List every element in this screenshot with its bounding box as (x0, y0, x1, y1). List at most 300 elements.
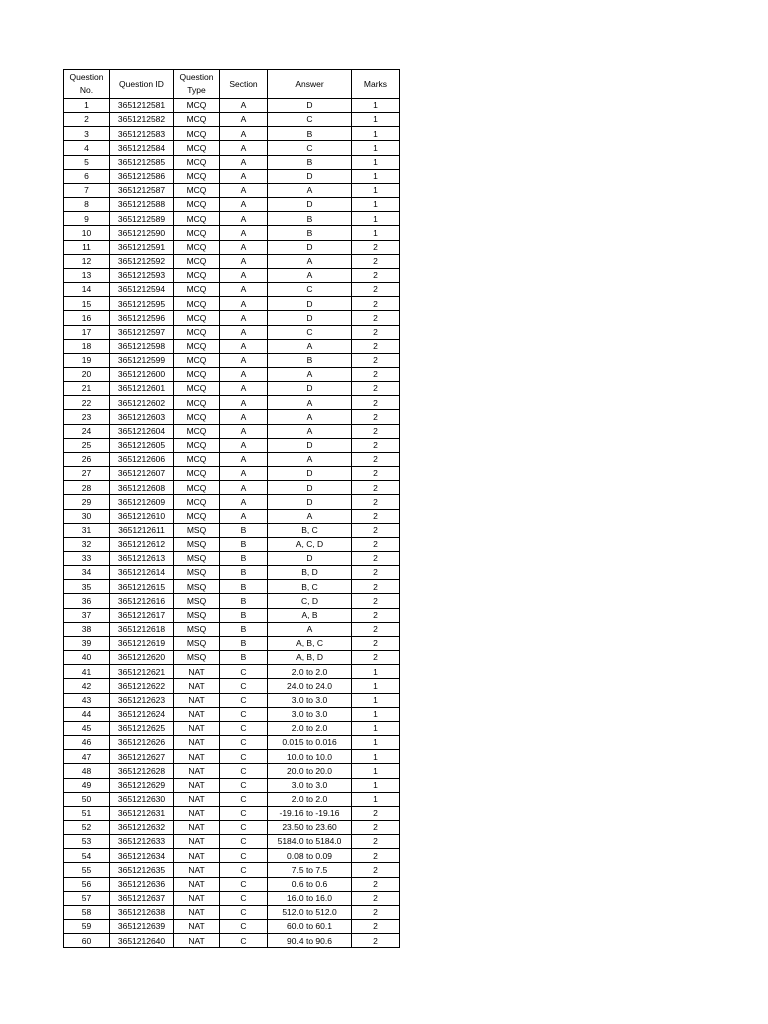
cell-question-type: NAT (174, 905, 220, 919)
cell-answer: B, D (268, 566, 352, 580)
cell-question-type: MCQ (174, 410, 220, 424)
cell-question-id: 3651212607 (110, 467, 174, 481)
cell-section: A (220, 297, 268, 311)
table-row (64, 665, 400, 679)
cell-question-no: 31 (64, 523, 110, 537)
cell-question-id: 3651212592 (110, 254, 174, 268)
cell-section: C (220, 934, 268, 948)
cell-marks: 1 (352, 183, 400, 197)
cell-answer: D (268, 99, 352, 113)
table-body (64, 99, 400, 948)
cell-section: A (220, 240, 268, 254)
cell-answer: D (268, 240, 352, 254)
cell-section: A (220, 113, 268, 127)
cell-question-type: MSQ (174, 594, 220, 608)
cell-question-type: MCQ (174, 283, 220, 297)
cell-question-type: MCQ (174, 254, 220, 268)
cell-answer: A (268, 410, 352, 424)
cell-question-type: MCQ (174, 353, 220, 367)
cell-question-type: MCQ (174, 212, 220, 226)
cell-question-type: NAT (174, 679, 220, 693)
cell-marks: 2 (352, 367, 400, 381)
cell-question-no: 28 (64, 481, 110, 495)
cell-section: A (220, 339, 268, 353)
cell-question-type: NAT (174, 736, 220, 750)
cell-question-no: 15 (64, 297, 110, 311)
cell-question-type: MCQ (174, 268, 220, 282)
cell-answer: 0.6 to 0.6 (268, 877, 352, 891)
cell-marks: 2 (352, 339, 400, 353)
table-row (64, 113, 400, 127)
cell-question-no: 22 (64, 396, 110, 410)
cell-question-id: 3651212608 (110, 481, 174, 495)
cell-question-id: 3651212601 (110, 382, 174, 396)
cell-question-type: NAT (174, 665, 220, 679)
cell-marks: 2 (352, 254, 400, 268)
cell-section: A (220, 268, 268, 282)
cell-section: C (220, 679, 268, 693)
cell-marks: 1 (352, 127, 400, 141)
table-row (64, 297, 400, 311)
header-question-type (174, 70, 220, 99)
cell-question-no: 2 (64, 113, 110, 127)
cell-question-type: MCQ (174, 226, 220, 240)
cell-section: B (220, 608, 268, 622)
cell-question-id: 3651212636 (110, 877, 174, 891)
cell-section: A (220, 353, 268, 367)
cell-question-type: NAT (174, 792, 220, 806)
cell-marks: 2 (352, 608, 400, 622)
cell-marks: 2 (352, 311, 400, 325)
cell-question-no: 60 (64, 934, 110, 948)
cell-section: C (220, 764, 268, 778)
table-row (64, 198, 400, 212)
cell-section: A (220, 169, 268, 183)
cell-question-no: 6 (64, 169, 110, 183)
table-row (64, 396, 400, 410)
table-row (64, 523, 400, 537)
table-row (64, 438, 400, 452)
cell-question-type: NAT (174, 849, 220, 863)
header-row (64, 70, 400, 99)
cell-question-no: 34 (64, 566, 110, 580)
cell-marks: 2 (352, 410, 400, 424)
cell-marks: 2 (352, 452, 400, 466)
cell-marks: 1 (352, 198, 400, 212)
cell-answer: A (268, 622, 352, 636)
cell-marks: 1 (352, 212, 400, 226)
cell-question-no: 27 (64, 467, 110, 481)
cell-marks: 2 (352, 566, 400, 580)
table-row (64, 240, 400, 254)
cell-answer: A (268, 254, 352, 268)
cell-question-type: MCQ (174, 297, 220, 311)
cell-question-type: NAT (174, 721, 220, 735)
cell-marks: 2 (352, 240, 400, 254)
cell-section: A (220, 367, 268, 381)
cell-section: B (220, 580, 268, 594)
table-row (64, 339, 400, 353)
cell-answer: 5184.0 to 5184.0 (268, 835, 352, 849)
cell-question-type: MCQ (174, 509, 220, 523)
table-row (64, 283, 400, 297)
cell-answer: A (268, 183, 352, 197)
cell-marks: 1 (352, 155, 400, 169)
cell-marks: 2 (352, 877, 400, 891)
cell-answer: A (268, 396, 352, 410)
cell-question-type: NAT (174, 778, 220, 792)
cell-section: C (220, 721, 268, 735)
cell-section: C (220, 863, 268, 877)
cell-answer: 3.0 to 3.0 (268, 778, 352, 792)
cell-question-type: NAT (174, 750, 220, 764)
cell-question-type: MCQ (174, 155, 220, 169)
cell-section: B (220, 651, 268, 665)
cell-answer: C (268, 113, 352, 127)
table-row (64, 778, 400, 792)
table-row (64, 707, 400, 721)
cell-answer: D (268, 438, 352, 452)
cell-question-type: NAT (174, 693, 220, 707)
cell-question-no: 53 (64, 835, 110, 849)
cell-question-id: 3651212604 (110, 424, 174, 438)
cell-section: C (220, 736, 268, 750)
cell-answer: 0.08 to 0.09 (268, 849, 352, 863)
cell-section: A (220, 410, 268, 424)
cell-answer: 10.0 to 10.0 (268, 750, 352, 764)
cell-question-id: 3651212625 (110, 721, 174, 735)
table-row (64, 424, 400, 438)
cell-question-type: NAT (174, 707, 220, 721)
table-row (64, 693, 400, 707)
cell-question-id: 3651212631 (110, 806, 174, 820)
cell-marks: 1 (352, 707, 400, 721)
cell-question-no: 36 (64, 594, 110, 608)
cell-question-id: 3651212595 (110, 297, 174, 311)
table-row (64, 920, 400, 934)
header-answer: Answer (268, 70, 352, 99)
cell-answer: B (268, 127, 352, 141)
table-row (64, 467, 400, 481)
cell-section: A (220, 509, 268, 523)
table-row (64, 452, 400, 466)
cell-question-id: 3651212585 (110, 155, 174, 169)
cell-question-type: MSQ (174, 580, 220, 594)
cell-question-no: 16 (64, 311, 110, 325)
cell-question-no: 1 (64, 99, 110, 113)
cell-question-type: MSQ (174, 552, 220, 566)
table-row (64, 835, 400, 849)
cell-question-type: MCQ (174, 325, 220, 339)
cell-question-type: MCQ (174, 127, 220, 141)
cell-question-id: 3651212590 (110, 226, 174, 240)
cell-question-no: 19 (64, 353, 110, 367)
cell-marks: 1 (352, 721, 400, 735)
cell-marks: 2 (352, 835, 400, 849)
cell-question-id: 3651212593 (110, 268, 174, 282)
table-row (64, 99, 400, 113)
cell-question-no: 26 (64, 452, 110, 466)
cell-section: A (220, 311, 268, 325)
answer-key-sheet (63, 69, 400, 948)
cell-question-type: NAT (174, 863, 220, 877)
cell-question-no: 41 (64, 665, 110, 679)
cell-marks: 1 (352, 665, 400, 679)
table-header (64, 70, 400, 99)
cell-question-no: 3 (64, 127, 110, 141)
cell-question-type: MCQ (174, 467, 220, 481)
cell-marks: 2 (352, 806, 400, 820)
cell-question-id: 3651212589 (110, 212, 174, 226)
table-row (64, 721, 400, 735)
cell-question-id: 3651212616 (110, 594, 174, 608)
table-row (64, 580, 400, 594)
cell-answer: 2.0 to 2.0 (268, 721, 352, 735)
cell-question-type: NAT (174, 806, 220, 820)
cell-section: B (220, 537, 268, 551)
cell-question-id: 3651212587 (110, 183, 174, 197)
header-marks: Marks (352, 70, 400, 99)
cell-section: A (220, 396, 268, 410)
cell-marks: 1 (352, 99, 400, 113)
cell-answer: D (268, 467, 352, 481)
cell-answer: A, C, D (268, 537, 352, 551)
cell-question-id: 3651212621 (110, 665, 174, 679)
table-row (64, 537, 400, 551)
cell-section: B (220, 636, 268, 650)
cell-question-no: 56 (64, 877, 110, 891)
cell-marks: 2 (352, 382, 400, 396)
cell-question-no: 50 (64, 792, 110, 806)
table-row (64, 891, 400, 905)
cell-question-no: 24 (64, 424, 110, 438)
cell-answer: C (268, 325, 352, 339)
cell-question-no: 23 (64, 410, 110, 424)
cell-question-type: MSQ (174, 622, 220, 636)
cell-question-id: 3651212581 (110, 99, 174, 113)
cell-question-id: 3651212588 (110, 198, 174, 212)
cell-question-no: 38 (64, 622, 110, 636)
cell-question-type: MCQ (174, 99, 220, 113)
cell-question-id: 3651212584 (110, 141, 174, 155)
header-section: Section (220, 70, 268, 99)
cell-question-id: 3651212611 (110, 523, 174, 537)
cell-answer: B (268, 226, 352, 240)
cell-question-id: 3651212583 (110, 127, 174, 141)
cell-question-no: 44 (64, 707, 110, 721)
cell-marks: 2 (352, 481, 400, 495)
header-question-type-line2: Type (187, 85, 206, 95)
cell-section: A (220, 452, 268, 466)
cell-question-id: 3651212615 (110, 580, 174, 594)
cell-question-type: MCQ (174, 396, 220, 410)
cell-answer: B (268, 212, 352, 226)
cell-question-type: NAT (174, 764, 220, 778)
cell-question-id: 3651212619 (110, 636, 174, 650)
cell-marks: 2 (352, 891, 400, 905)
cell-question-id: 3651212599 (110, 353, 174, 367)
cell-marks: 2 (352, 636, 400, 650)
cell-question-id: 3651212594 (110, 283, 174, 297)
cell-section: A (220, 99, 268, 113)
table-row (64, 905, 400, 919)
cell-question-id: 3651212638 (110, 905, 174, 919)
cell-question-no: 20 (64, 367, 110, 381)
cell-answer: A (268, 509, 352, 523)
cell-answer: A (268, 367, 352, 381)
cell-question-id: 3651212612 (110, 537, 174, 551)
cell-question-no: 10 (64, 226, 110, 240)
cell-question-id: 3651212582 (110, 113, 174, 127)
cell-question-type: MCQ (174, 339, 220, 353)
cell-question-no: 54 (64, 849, 110, 863)
cell-question-id: 3651212632 (110, 820, 174, 834)
cell-question-id: 3651212630 (110, 792, 174, 806)
cell-answer: A (268, 424, 352, 438)
cell-question-id: 3651212618 (110, 622, 174, 636)
cell-question-id: 3651212600 (110, 367, 174, 381)
cell-marks: 1 (352, 226, 400, 240)
cell-answer: 3.0 to 3.0 (268, 693, 352, 707)
cell-section: A (220, 481, 268, 495)
cell-question-id: 3651212586 (110, 169, 174, 183)
table-row (64, 410, 400, 424)
cell-question-no: 11 (64, 240, 110, 254)
cell-answer: A (268, 268, 352, 282)
cell-question-no: 14 (64, 283, 110, 297)
cell-question-no: 30 (64, 509, 110, 523)
cell-section: A (220, 226, 268, 240)
cell-question-no: 51 (64, 806, 110, 820)
table-row (64, 155, 400, 169)
cell-question-id: 3651212598 (110, 339, 174, 353)
cell-question-type: MCQ (174, 481, 220, 495)
table-row (64, 226, 400, 240)
cell-question-id: 3651212624 (110, 707, 174, 721)
cell-section: C (220, 891, 268, 905)
cell-marks: 2 (352, 297, 400, 311)
cell-question-no: 17 (64, 325, 110, 339)
cell-answer: 7.5 to 7.5 (268, 863, 352, 877)
cell-section: C (220, 707, 268, 721)
cell-marks: 2 (352, 849, 400, 863)
answer-key-table (63, 69, 400, 948)
cell-marks: 2 (352, 920, 400, 934)
cell-question-type: MSQ (174, 537, 220, 551)
cell-question-no: 59 (64, 920, 110, 934)
table-row (64, 509, 400, 523)
cell-marks: 2 (352, 424, 400, 438)
table-row (64, 849, 400, 863)
table-row (64, 495, 400, 509)
cell-section: A (220, 198, 268, 212)
cell-marks: 1 (352, 169, 400, 183)
cell-marks: 2 (352, 905, 400, 919)
cell-question-no: 42 (64, 679, 110, 693)
cell-marks: 1 (352, 792, 400, 806)
cell-marks: 2 (352, 283, 400, 297)
table-row (64, 367, 400, 381)
cell-answer: A, B (268, 608, 352, 622)
header-question-id: Question ID (110, 70, 174, 99)
table-row (64, 127, 400, 141)
cell-marks: 1 (352, 141, 400, 155)
cell-question-type: MCQ (174, 113, 220, 127)
cell-question-no: 35 (64, 580, 110, 594)
cell-marks: 2 (352, 552, 400, 566)
cell-answer: B (268, 353, 352, 367)
table-row (64, 806, 400, 820)
cell-answer: D (268, 169, 352, 183)
cell-question-id: 3651212597 (110, 325, 174, 339)
cell-marks: 2 (352, 523, 400, 537)
cell-question-no: 18 (64, 339, 110, 353)
cell-question-id: 3651212622 (110, 679, 174, 693)
cell-question-type: MCQ (174, 438, 220, 452)
cell-question-no: 37 (64, 608, 110, 622)
cell-marks: 2 (352, 651, 400, 665)
cell-question-id: 3651212610 (110, 509, 174, 523)
cell-question-type: MCQ (174, 198, 220, 212)
cell-section: C (220, 877, 268, 891)
cell-question-type: MCQ (174, 141, 220, 155)
cell-question-id: 3651212613 (110, 552, 174, 566)
header-question-no (64, 70, 110, 99)
cell-question-id: 3651212629 (110, 778, 174, 792)
cell-question-id: 3651212596 (110, 311, 174, 325)
table-row (64, 636, 400, 650)
cell-marks: 2 (352, 934, 400, 948)
cell-question-id: 3651212637 (110, 891, 174, 905)
cell-question-id: 3651212591 (110, 240, 174, 254)
cell-answer: B, C (268, 580, 352, 594)
cell-question-no: 4 (64, 141, 110, 155)
cell-question-type: MCQ (174, 495, 220, 509)
cell-answer: D (268, 481, 352, 495)
cell-question-type: MCQ (174, 240, 220, 254)
table-row (64, 594, 400, 608)
table-row (64, 736, 400, 750)
table-row (64, 212, 400, 226)
cell-section: B (220, 594, 268, 608)
table-row (64, 552, 400, 566)
cell-question-id: 3651212623 (110, 693, 174, 707)
table-row (64, 183, 400, 197)
cell-marks: 2 (352, 594, 400, 608)
cell-answer: A, B, C (268, 636, 352, 650)
cell-question-type: MCQ (174, 452, 220, 466)
cell-section: A (220, 467, 268, 481)
cell-question-no: 40 (64, 651, 110, 665)
cell-section: C (220, 778, 268, 792)
cell-answer: 24.0 to 24.0 (268, 679, 352, 693)
cell-question-id: 3651212614 (110, 566, 174, 580)
cell-section: C (220, 693, 268, 707)
table-row (64, 679, 400, 693)
cell-question-id: 3651212633 (110, 835, 174, 849)
table-row (64, 325, 400, 339)
cell-answer: D (268, 495, 352, 509)
table-row (64, 268, 400, 282)
cell-question-no: 5 (64, 155, 110, 169)
cell-question-type: MCQ (174, 183, 220, 197)
cell-question-type: MCQ (174, 169, 220, 183)
cell-question-type: NAT (174, 877, 220, 891)
cell-section: C (220, 920, 268, 934)
cell-answer: C, D (268, 594, 352, 608)
cell-question-no: 46 (64, 736, 110, 750)
cell-question-no: 7 (64, 183, 110, 197)
